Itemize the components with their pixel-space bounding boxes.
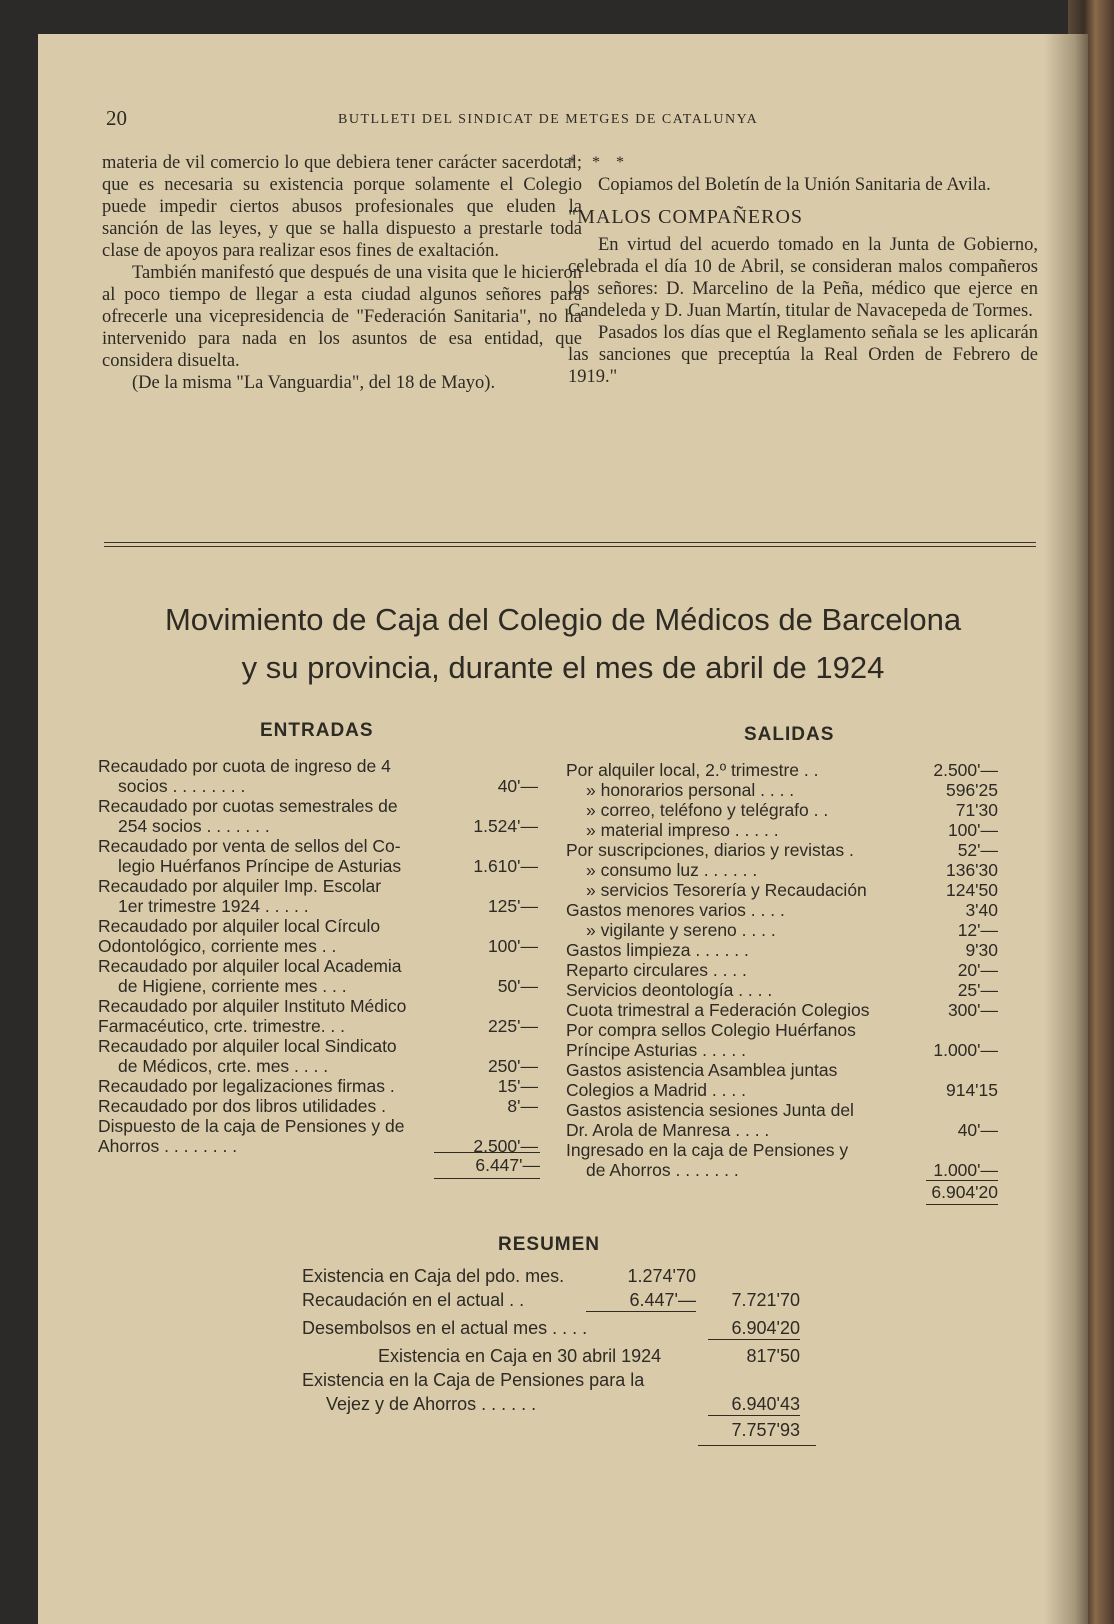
resumen-total: 7.757'93 xyxy=(731,1420,800,1440)
ledger-row xyxy=(566,1040,998,1060)
left-text-column xyxy=(102,152,582,394)
paragraph: También manifestó que después de una visita que le hicieron al poco tiempo de llegar a esta ciudad algunos señores para ofrecerle una vicepresidencia de "Federación Sanitaria", no ha intervenido para nada en los asuntos de esa entidad, que considera disuelta. xyxy=(102,263,582,371)
ledger-amount: 12'— xyxy=(957,920,998,940)
ledger-amount: 15'— xyxy=(497,1076,538,1096)
ledger-label: Gastos asistencia Asamblea juntas xyxy=(566,1060,838,1080)
resumen-amount: 817'50 xyxy=(746,1346,800,1366)
ledger-row xyxy=(566,860,998,880)
ledger-label: Cuota trimestral a Federación Colegios xyxy=(566,1000,870,1020)
ledger-row xyxy=(566,1120,998,1140)
divider-rule xyxy=(104,542,1036,543)
article-heading: "MALOS COMPAÑEROS xyxy=(568,206,804,228)
entradas-total-rule xyxy=(434,1178,540,1179)
ledger-row xyxy=(566,820,998,840)
ledger-label: Reparto circulares . . . . xyxy=(566,960,747,980)
ledger-row xyxy=(98,996,538,1016)
ledger-row xyxy=(566,1140,998,1160)
ledger-label: de Ahorros . . . . . . . xyxy=(586,1160,739,1180)
ledger-amount: 250'— xyxy=(487,1056,538,1076)
ledger-label: Recaudado por dos libros utilidades . xyxy=(98,1096,386,1116)
resumen-label: Existencia en la Caja de Pensiones para la xyxy=(302,1370,645,1390)
salidas-ledger xyxy=(566,760,998,1180)
ledger-amount: 100'— xyxy=(487,936,538,956)
journal-page xyxy=(38,34,1088,1624)
ledger-label: Gastos limpieza . . . . . . xyxy=(566,940,749,960)
paragraph: Pasados los días que el Reglamento señala se les aplicarán las sanciones que preceptúa la Real Orden de Febrero de 1919." xyxy=(568,323,1038,387)
ledger-label: Gastos menores varios . . . . xyxy=(566,900,785,920)
ledger-row xyxy=(98,776,538,796)
resumen-heading: RESUMEN xyxy=(498,1234,601,1255)
ledger-row xyxy=(98,1076,538,1096)
ledger-label: Recaudado por alquiler Instituto Médico xyxy=(98,996,407,1016)
page-number: 20 xyxy=(106,106,127,130)
ledger-amount: 71'30 xyxy=(955,800,998,820)
ledger-row xyxy=(98,816,538,836)
ledger-row xyxy=(566,1000,998,1020)
ledger-amount: 125'— xyxy=(487,896,538,916)
ledger-label: Príncipe Asturias . . . . . xyxy=(566,1040,746,1060)
ledger-row xyxy=(98,1136,538,1156)
ledger-label: » servicios Tesorería y Recaudación xyxy=(586,880,867,900)
ledger-row xyxy=(566,840,998,860)
ledger-label: Recaudado por cuota de ingreso de 4 xyxy=(98,756,391,776)
salidas-sum-rule xyxy=(926,1180,998,1181)
resumen-amount: 7.721'70 xyxy=(731,1290,800,1310)
ledger-amount: 3'40 xyxy=(965,900,998,920)
ledger-label: 1er trimestre 1924 . . . . . xyxy=(118,896,309,916)
ledger-row xyxy=(566,920,998,940)
resumen-amount: 6.447'— xyxy=(586,1290,696,1312)
ledger-amount: 136'30 xyxy=(945,860,998,880)
ledger-label: Por alquiler local, 2.º trimestre . . xyxy=(566,760,819,780)
right-text-column xyxy=(568,152,1038,388)
section-stars: * * * xyxy=(568,154,630,171)
ledger-label: Recaudado por legalizaciones firmas . xyxy=(98,1076,395,1096)
ledger-row xyxy=(98,796,538,816)
ledger-label: Servicios deontología . . . . xyxy=(566,980,773,1000)
ledger-amount: 1.000'— xyxy=(933,1160,998,1180)
ledger-label: Ahorros . . . . . . . . xyxy=(98,1136,238,1156)
ledger-amount: 50'— xyxy=(497,976,538,996)
paragraph: En virtud del acuerdo tomado en la Junta de Gobierno, celebrada el día 10 de Abril, se consideran malos compañeros los señores: D. Marcelino de la Peña, médico que ejerce en Candeleda y D. Juan Martín, titular de Navacepeda de Tormes. xyxy=(568,235,1038,321)
ledger-row xyxy=(566,1080,998,1100)
ledger-label: Dispuesto de la caja de Pensiones y de xyxy=(98,1116,405,1136)
ledger-label: Dr. Arola de Manresa . . . . xyxy=(566,1120,770,1140)
ledger-row xyxy=(566,780,998,800)
ledger-label: » vigilante y sereno . . . . xyxy=(586,920,776,940)
ledger-row xyxy=(98,1116,538,1136)
report-title-line-2: y su provincia, durante el mes de abril de 1924 xyxy=(241,650,885,685)
ledger-label: socios . . . . . . . . xyxy=(118,776,246,796)
ledger-label: Gastos asistencia sesiones Junta del xyxy=(566,1100,854,1120)
ledger-label: Por compra sellos Colegio Huérfanos xyxy=(566,1020,856,1040)
ledger-row xyxy=(566,1160,998,1180)
ledger-row xyxy=(98,756,538,776)
ledger-row xyxy=(98,1056,538,1076)
ledger-row xyxy=(566,880,998,900)
ledger-amount: 2.500'— xyxy=(933,760,998,780)
entradas-sum-rule xyxy=(434,1152,540,1153)
ledger-row xyxy=(98,876,538,896)
ledger-row xyxy=(98,936,538,956)
ledger-amount: 100'— xyxy=(947,820,998,840)
page-gutter-shade xyxy=(1044,34,1088,1624)
paragraph: materia de vil comercio lo que debiera tener carácter sacerdotal; que es necesaria su existencia porque solamente el Colegio puede impedir ciertos abusos profesionales que eluden la sanción de las leyes, y que se halla dispuesto a prestarle toda clase de apoyos para realizar esos fines de exaltación. xyxy=(102,153,582,261)
resumen-label: Existencia en Caja del pdo. mes. xyxy=(302,1266,565,1286)
report-title-line-1: Movimiento de Caja del Colegio de Médicos de Barcelona xyxy=(164,602,962,637)
salidas-total: 6.904'20 xyxy=(931,1182,998,1202)
entradas-total: 6.447'— xyxy=(475,1155,540,1175)
ledger-label: » material impreso . . . . . xyxy=(586,820,779,840)
ledger-row xyxy=(566,980,998,1000)
ledger-amount: 25'— xyxy=(957,980,998,1000)
ledger-amount: 9'30 xyxy=(965,940,998,960)
entradas-heading: ENTRADAS xyxy=(260,720,374,741)
ledger-amount: 596'25 xyxy=(945,780,998,800)
ledger-row xyxy=(98,836,538,856)
ledger-row xyxy=(98,916,538,936)
ledger-row xyxy=(566,800,998,820)
ledger-label: » correo, teléfono y telégrafo . . xyxy=(586,800,829,820)
ledger-amount: 225'— xyxy=(487,1016,538,1036)
resumen-amount: 6.904'20 xyxy=(708,1318,800,1340)
ledger-amount: 300'— xyxy=(947,1000,998,1020)
ledger-amount: 914'15 xyxy=(945,1080,998,1100)
ledger-row xyxy=(98,1036,538,1056)
ledger-row xyxy=(98,1096,538,1116)
divider-rule xyxy=(104,546,1036,547)
ledger-label: Recaudado por alquiler local Sindicato xyxy=(98,1036,397,1056)
ledger-amount: 40'— xyxy=(957,1120,998,1140)
ledger-amount: 1.610'— xyxy=(473,856,538,876)
ledger-row xyxy=(98,1016,538,1036)
ledger-row xyxy=(566,1100,998,1120)
ledger-row xyxy=(566,940,998,960)
ledger-amount: 2.500'— xyxy=(473,1136,538,1156)
resumen-label: Vejez y de Ahorros . . . . . . xyxy=(326,1394,537,1414)
ledger-amount: 124'50 xyxy=(945,880,998,900)
ledger-row xyxy=(98,956,538,976)
ledger-amount: 1.000'— xyxy=(933,1040,998,1060)
running-head: BUTLLETI DEL SINDICAT DE METGES DE CATALUNYA xyxy=(338,112,759,127)
ledger-row xyxy=(566,760,998,780)
ledger-label: Colegios a Madrid . . . . xyxy=(566,1080,746,1100)
ledger-row xyxy=(566,1060,998,1080)
ledger-amount: 40'— xyxy=(497,776,538,796)
ledger-label: Ingresado en la caja de Pensiones y xyxy=(566,1140,849,1160)
salidas-total-rule xyxy=(926,1204,998,1205)
resumen-label: Recaudación en el actual . . xyxy=(302,1290,525,1310)
ledger-row xyxy=(98,856,538,876)
paragraph: (De la misma "La Vanguardia", del 18 de Mayo). xyxy=(132,373,496,393)
resumen-amount: 6.940'43 xyxy=(708,1394,800,1416)
ledger-label: Recaudado por venta de sellos del Co- xyxy=(98,836,401,856)
ledger-label: » honorarios personal . . . . xyxy=(586,780,795,800)
resumen-total-rule xyxy=(698,1445,816,1446)
paragraph: Copiamos del Boletín de la Unión Sanitaria de Avila. xyxy=(598,175,991,195)
ledger-label: Odontológico, corriente mes . . xyxy=(98,936,337,956)
resumen-amount: 1.274'70 xyxy=(627,1266,696,1286)
ledger-label: de Médicos, crte. mes . . . . xyxy=(118,1056,329,1076)
ledger-label: Recaudado por alquiler Imp. Escolar xyxy=(98,876,382,896)
ledger-label: 254 socios . . . . . . . xyxy=(118,816,270,836)
ledger-amount: 8'— xyxy=(507,1096,538,1116)
entradas-ledger xyxy=(98,756,538,1156)
ledger-label: » consumo luz . . . . . . xyxy=(586,860,758,880)
ledger-label: Recaudado por alquiler local Academia xyxy=(98,956,402,976)
ledger-amount: 52'— xyxy=(957,840,998,860)
ledger-row xyxy=(566,1020,998,1040)
ledger-row xyxy=(566,900,998,920)
ledger-amount: 1.524'— xyxy=(473,816,538,836)
ledger-label: legio Huérfanos Príncipe de Asturias xyxy=(118,856,402,876)
ledger-label: Recaudado por alquiler local Círculo xyxy=(98,916,381,936)
resumen-label: Existencia en Caja en 30 abril 1924 xyxy=(378,1346,662,1366)
ledger-label: Farmacéutico, crte. trimestre. . . xyxy=(98,1016,345,1036)
ledger-row xyxy=(566,960,998,980)
ledger-label: Por suscripciones, diarios y revistas . xyxy=(566,840,854,860)
ledger-amount: 20'— xyxy=(957,960,998,980)
ledger-label: de Higiene, corriente mes . . . xyxy=(118,976,347,996)
resumen-label: Desembolsos en el actual mes . . . . xyxy=(302,1318,588,1338)
ledger-label: Recaudado por cuotas semestrales de xyxy=(98,796,398,816)
salidas-heading: SALIDAS xyxy=(744,724,835,745)
ledger-row xyxy=(98,976,538,996)
ledger-row xyxy=(98,896,538,916)
